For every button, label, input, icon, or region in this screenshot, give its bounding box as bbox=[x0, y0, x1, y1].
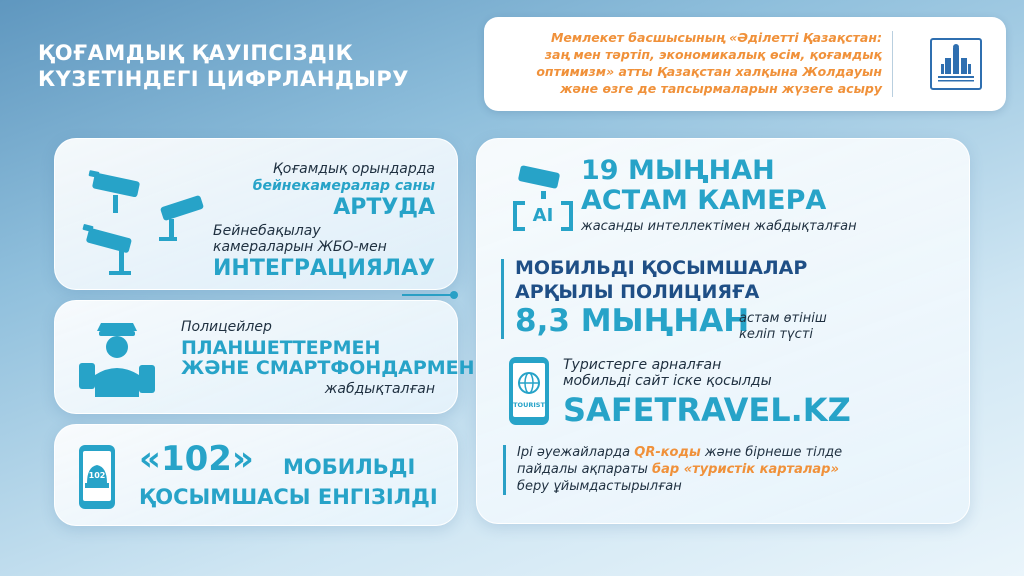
mobile-number: 8,3 МЫҢНАН bbox=[515, 303, 750, 339]
mandate-box bbox=[484, 17, 1006, 111]
police-card bbox=[54, 300, 475, 414]
cameras-line-2: бейнекамералар саны bbox=[252, 178, 435, 194]
app102-number: «102» bbox=[139, 439, 254, 479]
police-line-4: жабдықталған bbox=[324, 381, 435, 397]
page-title bbox=[38, 40, 409, 92]
mobile-line-2: АРҚЫЛЫ ПОЛИЦИЯҒА bbox=[515, 281, 760, 303]
mandate-line-2: заң мен тәртіп, экономикалық өсім, қоғамдық bbox=[544, 47, 882, 62]
qr-line-1 bbox=[517, 445, 842, 460]
government-building-icon bbox=[930, 38, 982, 90]
ai-label: AI bbox=[532, 205, 554, 226]
cameras-card bbox=[54, 138, 458, 290]
qr-accent-bar bbox=[503, 445, 506, 495]
title-line-2: КҮЗЕТІНДЕГІ ЦИФРЛАНДЫРУ bbox=[38, 67, 409, 91]
ai-cameras-line-1: 19 МЫҢНАН bbox=[581, 155, 775, 186]
phone-label: 102 bbox=[88, 471, 106, 480]
statistics-card bbox=[476, 138, 970, 524]
tourist-label: TOURIST bbox=[513, 401, 545, 409]
cameras-line-5: камераларын ЖБО-мен bbox=[213, 239, 387, 255]
mobile-sub-1: астам өтініш bbox=[739, 311, 827, 326]
mandate-line-1: Мемлекет басшысының «Әділетті Қазақстан: bbox=[550, 30, 882, 45]
tourist-phone-globe-icon bbox=[507, 355, 551, 431]
tourist-line-1: Туристерге арналған bbox=[563, 357, 722, 373]
mandate-text bbox=[502, 29, 882, 97]
mandate-line-4: және өзге де тапсырмаларын жүзеге асыру bbox=[560, 81, 882, 96]
safetravel-site: SAFETRAVEL.KZ bbox=[563, 391, 851, 429]
qr-text-2: және бірнеше тілде bbox=[700, 445, 843, 460]
qr-text-1: Ірі әуежайларда bbox=[517, 445, 635, 460]
mandate-divider bbox=[892, 31, 893, 97]
tourist-line-2: мобильді сайт іске қосылды bbox=[563, 373, 772, 389]
mandate-line-3: оптимизм» атты Қазақстан халқына Жолдауын bbox=[536, 64, 882, 79]
cameras-line-3: АРТУДА bbox=[333, 195, 435, 220]
ai-cameras-line-3: жасанды интеллектімен жабдықталған bbox=[581, 219, 857, 234]
phone-alarm-icon bbox=[75, 443, 119, 511]
cameras-line-4: Бейнебақылау bbox=[213, 223, 321, 239]
qr-line-2 bbox=[517, 462, 839, 477]
mobile-accent-bar bbox=[501, 259, 504, 339]
ai-camera-icon bbox=[511, 165, 575, 239]
tourist-maps-highlight: бар «туристік карталар» bbox=[652, 462, 839, 477]
mobile-sub-2: келіп түсті bbox=[739, 327, 814, 342]
mobile-line-1: МОБИЛЬДІ ҚОСЫМШАЛАР bbox=[515, 257, 808, 279]
qr-highlight: QR-коды bbox=[634, 445, 701, 460]
police-line-3: ЖӘНЕ СМАРТФОНДАРМЕН bbox=[181, 357, 475, 379]
qr-text-3: пайдалы ақпараты bbox=[517, 462, 653, 477]
police-line-1: Полицейлер bbox=[181, 319, 272, 335]
cameras-line-1: Қоғамдық орындарда bbox=[272, 161, 435, 177]
app102-card bbox=[54, 424, 458, 526]
app102-line-2: ҚОСЫМШАСЫ ЕНГІЗІЛДІ bbox=[139, 485, 438, 509]
police-line-2: ПЛАНШЕТТЕРМЕН bbox=[181, 337, 381, 359]
connector-line bbox=[402, 294, 454, 296]
title-line-1: ҚОҒАМДЫҚ ҚАУІПСІЗДІК bbox=[38, 41, 354, 65]
qr-line-3: беру ұйымдастырылған bbox=[517, 479, 682, 494]
police-officer-with-devices-icon bbox=[77, 317, 157, 405]
app102-word: МОБИЛЬДІ bbox=[283, 455, 416, 479]
ai-cameras-line-2: АСТАМ КАМЕРА bbox=[581, 185, 827, 216]
cctv-cameras-icon bbox=[79, 159, 209, 283]
cameras-line-6: ИНТЕГРАЦИЯЛАУ bbox=[213, 256, 436, 281]
